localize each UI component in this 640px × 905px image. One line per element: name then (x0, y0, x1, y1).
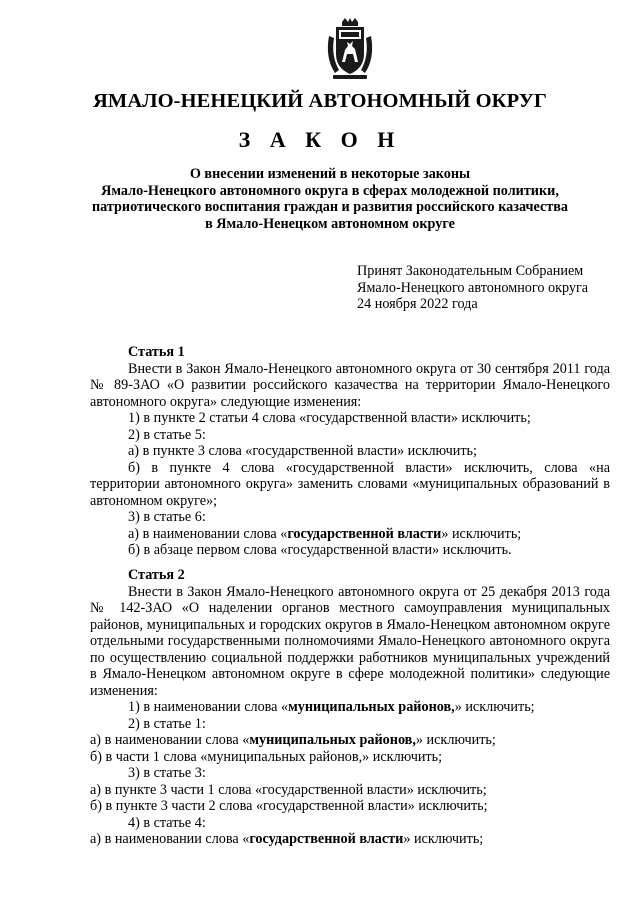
document-type: З А К О Н (238, 127, 402, 152)
article-title: Статья 1 (128, 344, 185, 360)
bold-text: государственной власти (249, 831, 404, 847)
list-item: а) в наименовании слова «муниципальных районов,» исключить; (90, 732, 496, 748)
bold-text: государственной власти (287, 525, 442, 542)
list-item: 4) в статье 4: (128, 814, 206, 831)
bold-text: муниципальных районов, (288, 699, 455, 715)
list-item: а) в пункте 3 слова «государственной власти» исключить; (128, 443, 477, 459)
list-item: б) в пункте 4 слова «государственной власти» исключить, слова «на территории автономного округа» заменить словами «муниципальных образований в автономном округе»; (90, 459, 610, 509)
article-intro: Внести в Закон Ямало-Ненецкого автономного округа от 25 декабря 2013 года № 142-ЗАО «О наделении органов местного самоуправления муниципальных районов, муниципальных и городских округов в Ямало-Ненецком автономном округе отдельными государственными полномочиями Ямало-Ненецкого автономного округа по осуществлению социальной поддержки работников муниципальных учреждений в Ямало-Ненецком автономном округе в сфере молодежной политики» следующие изменения: (90, 583, 610, 699)
article-title: Статья 2 (128, 567, 185, 583)
list-item: а) в наименовании слова «государственной власти» исключить; (128, 525, 522, 542)
article-2 (90, 567, 610, 848)
subject-line: О внесении изменений в некоторые законы (189, 166, 471, 182)
coat-of-arms-icon (325, 18, 375, 80)
adoption-line: 24 ноября 2022 года (357, 296, 478, 312)
list-item: а) в наименовании слова «государственной власти» исключить; (90, 831, 484, 847)
list-item: 2) в статье 1: (128, 715, 206, 732)
adoption-line: Принят Законодательным Собранием (357, 263, 584, 279)
list-item: б) в абзаце первом слова «государственной власти» исключить. (128, 542, 512, 558)
list-item: 1) в пункте 2 статьи 4 слова «государственной власти» исключить; (128, 410, 531, 426)
list-item: 1) в наименовании слова «муниципальных районов,» исключить; (128, 699, 535, 715)
list-item: 3) в статье 3: (128, 765, 206, 781)
law-subject (70, 166, 590, 232)
subject-line: Ямало-Ненецкого автономного округа в сферах молодежной политики, (101, 182, 559, 199)
bold-text: муниципальных районов, (249, 732, 416, 748)
subject-line: в Ямало-Ненецком автономном округе (205, 215, 455, 232)
list-item: 3) в статье 6: (128, 509, 206, 525)
region-title: ЯМАЛО-НЕНЕЦКИЙ АВТОНОМНЫЙ ОКРУГ (92, 90, 548, 112)
subject-line: патриотического воспитания граждан и развития российского казачества (92, 199, 568, 215)
article-intro: Внести в Закон Ямало-Ненецкого автономного округа от 30 сентября 2011 года № 89-ЗАО «О развитии российского казачества на территории Ямало-Ненецкого автономного округа» следующие изменения: (90, 360, 610, 410)
adoption-line: Ямало-Ненецкого автономного округа (357, 279, 589, 296)
list-item: 2) в статье 5: (128, 426, 206, 443)
list-item: а) в пункте 3 части 1 слова «государственной власти» исключить; (90, 781, 487, 798)
article-1 (90, 344, 610, 559)
adoption-info (357, 263, 588, 313)
list-item: б) в части 1 слова «муниципальных районов,» исключить; (90, 748, 443, 765)
list-item: б) в пункте 3 части 2 слова «государственной власти» исключить; (90, 798, 488, 814)
